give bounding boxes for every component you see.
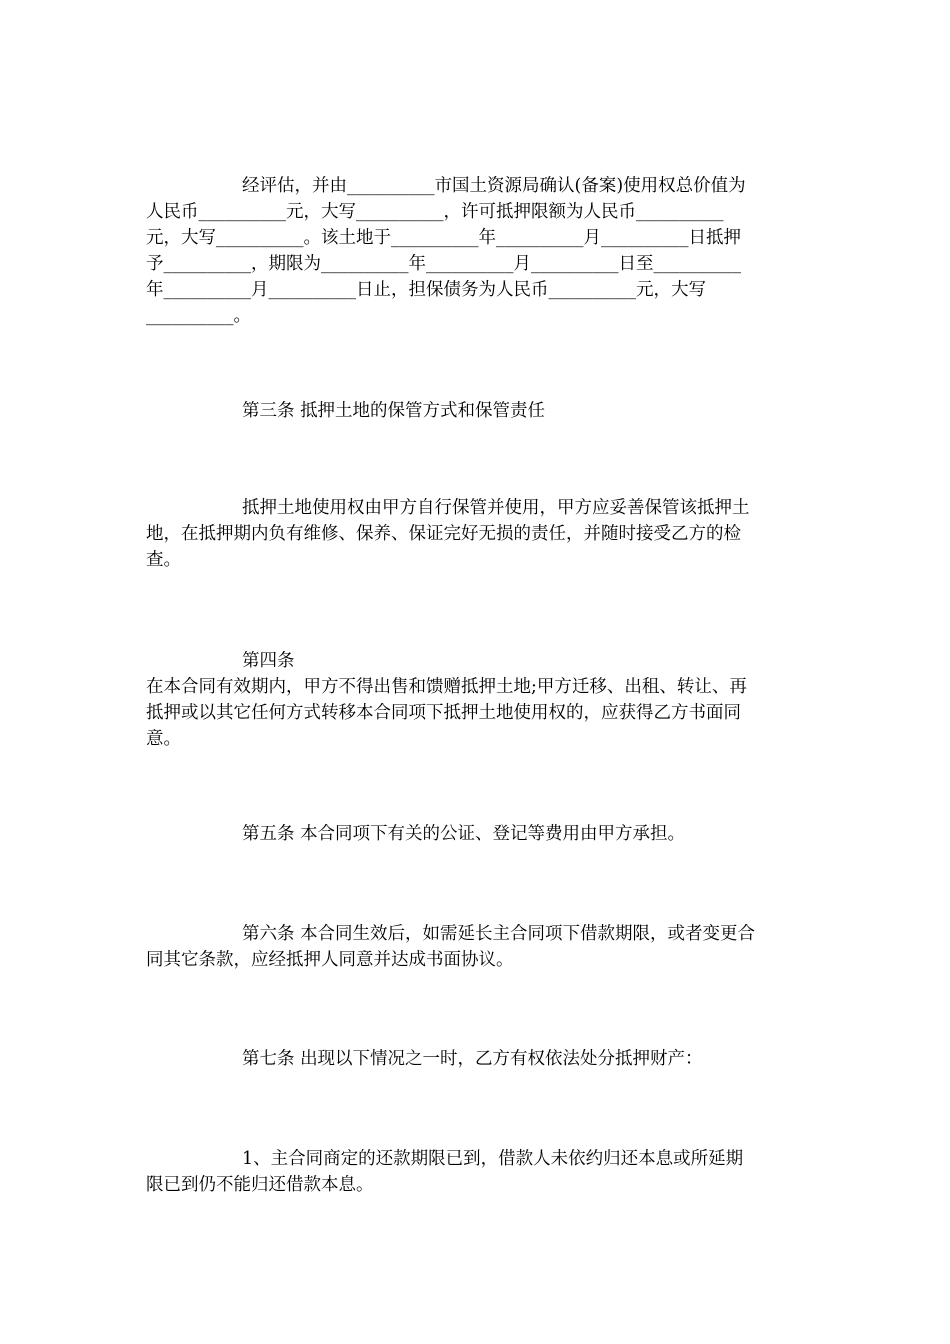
text-line: 第七条 出现以下情况之一时，乙方有权依法处分抵押财产：: [242, 1049, 703, 1069]
article-7: [146, 1046, 806, 1072]
text-line: 元，大写__________。该土地于__________年__________月__________日抵押: [146, 228, 741, 248]
text-line: __________。: [146, 306, 251, 326]
text-line: 1、主合同商定的还款期限已到，借款人未依约归还本息或所延期: [242, 1149, 744, 1169]
text-line: 予__________，期限为__________年__________月__________日至__________: [146, 254, 741, 274]
text-line: 第三条 抵押土地的保管方式和保管责任: [242, 401, 546, 421]
text-line: 年__________月__________日止，担保债务为人民币__________元，大写: [146, 280, 706, 300]
article-3-heading: [146, 398, 806, 424]
text-line: 人民币__________元，大写__________，许可抵押限额为人民币__________: [146, 202, 724, 222]
text-line: 同其它条款，应经抵押人同意并达成书面协议。: [146, 950, 514, 970]
text-line: 抵押土地使用权由甲方自行保管并使用，甲方应妥善保管该抵押土: [242, 498, 750, 518]
text-line: 抵押或以其它任何方式转移本合同项下抵押土地使用权的，应获得乙方书面同: [146, 703, 741, 723]
article-4: [146, 648, 806, 752]
paragraph-valuation: [146, 173, 806, 329]
text-line: 第五条 本合同项下有关的公证、登记等费用由甲方承担。: [242, 824, 686, 844]
text-line: 经评估，并由__________市国土资源局确认(备案)使用权总价值为: [242, 176, 746, 196]
paragraph-custody: [146, 495, 806, 573]
article-6: [146, 921, 806, 973]
text-line: 限已到仍不能归还借款本息。: [146, 1175, 374, 1195]
text-line: 意。: [146, 729, 181, 749]
text-line: 地，在抵押期内负有维修、保养、保证完好无损的责任，并随时接受乙方的检: [146, 524, 741, 544]
text-line: 查。: [146, 550, 181, 570]
text-line: 第六条 本合同生效后，如需延长主合同项下借款期限，或者变更合: [242, 924, 756, 944]
text-line: 在本合同有效期内，甲方不得出售和馈赠抵押土地;甲方迁移、出租、转让、再: [146, 677, 747, 697]
article-7-item-1: [146, 1146, 806, 1198]
text-line: 第四条: [242, 651, 295, 671]
article-5: [146, 821, 806, 847]
